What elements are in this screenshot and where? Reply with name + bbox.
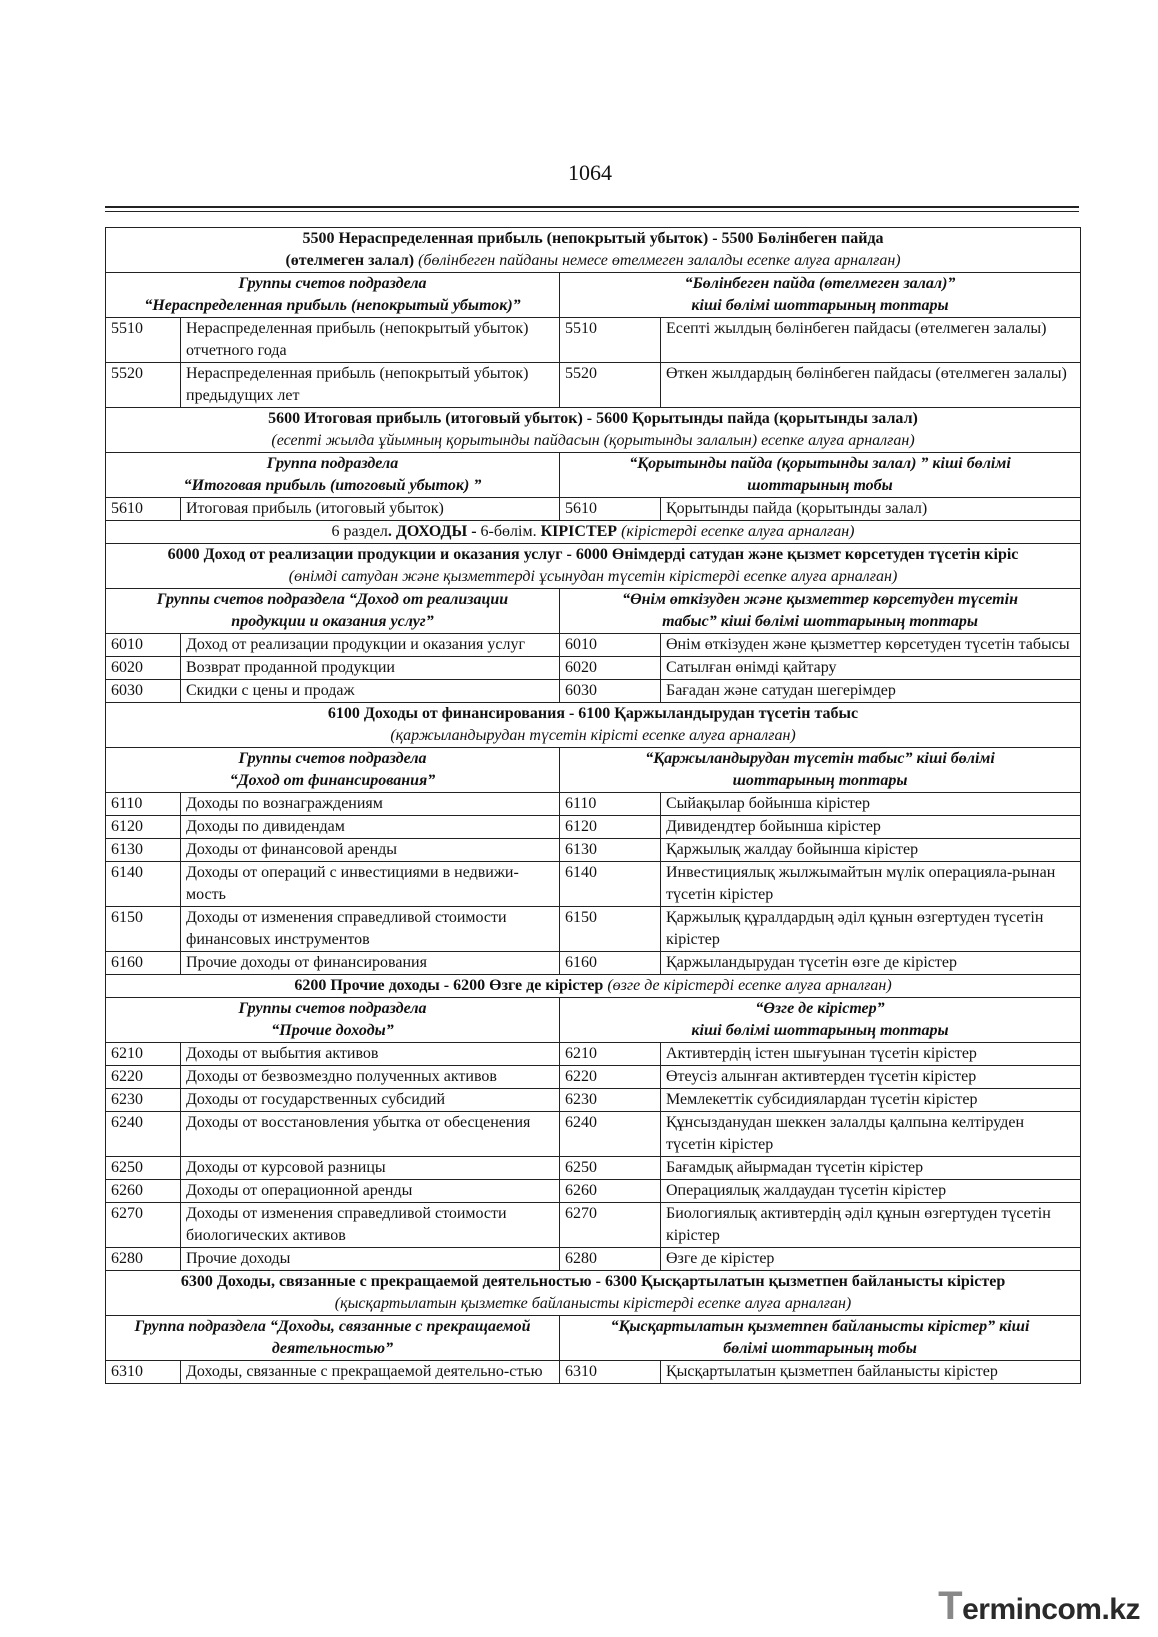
accounts-table: [105, 227, 1081, 1384]
account-code-ru: 6250: [106, 1157, 181, 1180]
account-code-kz: 6140: [560, 862, 661, 907]
group-header-ru: [106, 998, 560, 1043]
account-code-ru: 5520: [106, 363, 181, 408]
section-title-row: [106, 703, 1081, 748]
account-name-ru: Скидки с цены и продаж: [181, 680, 560, 703]
group-header-ru-line: “Прочие доходы”: [271, 1022, 394, 1039]
account-code-ru: 6120: [106, 816, 181, 839]
account-code-ru: 6140: [106, 862, 181, 907]
group-header-kz-line: табыс” кіші бөлімі шоттарының топтары: [662, 613, 978, 630]
account-code-ru: 6130: [106, 839, 181, 862]
account-name-kz: Инвестициялық жылжымайтын мүлік операцияла-рынан түсетін кірістер: [661, 862, 1081, 907]
account-name-kz: Бағамдық айырмадан түсетін кірістер: [661, 1157, 1081, 1180]
group-header-row: [106, 453, 1081, 498]
group-header-row: [106, 1316, 1081, 1361]
account-name-ru: Доходы от выбытия активов: [181, 1043, 560, 1066]
group-header-kz-line: шоттарының тобы: [747, 477, 893, 494]
account-row: [106, 1180, 1081, 1203]
account-name-kz: Бағадан және сатудан шегерімдер: [661, 680, 1081, 703]
account-name-ru: Доходы от восстановления убытка от обесценения: [181, 1112, 560, 1157]
account-name-kz: Өтеусіз алынған активтерден түсетін кірістер: [661, 1066, 1081, 1089]
account-row: [106, 680, 1081, 703]
account-code-kz: 6260: [560, 1180, 661, 1203]
group-header-ru: [106, 748, 560, 793]
account-code-ru: 6240: [106, 1112, 181, 1157]
account-row: [106, 816, 1081, 839]
group-header-ru: [106, 453, 560, 498]
account-name-kz: Есепті жылдың бөлінбеген пайдасы (өтелмеген залалы): [661, 318, 1081, 363]
account-code-kz: 6160: [560, 952, 661, 975]
account-name-ru: Доходы по вознаграждениям: [181, 793, 560, 816]
account-name-kz: Қорытынды пайда (қорытынды залал): [661, 498, 1081, 521]
section-title: [106, 1271, 1081, 1316]
account-name-ru: Доходы от государственных субсидий: [181, 1089, 560, 1112]
section-title-row: [106, 1271, 1081, 1316]
section-title-bold: 6100 Доходы от финансирования - 6100 Қаржыландырудан түсетін табыс: [327, 705, 859, 722]
account-code-ru: 6230: [106, 1089, 181, 1112]
group-header-row: [106, 998, 1081, 1043]
account-name-kz: Сатылған өнімді қайтару: [661, 657, 1081, 680]
account-code-kz: 6020: [560, 657, 661, 680]
group-header-ru-line: Группа подраздела: [266, 455, 399, 472]
group-header-ru-line: “Итоговая прибыль (итоговый убыток) ”: [183, 477, 482, 494]
section-title-bold: 6200 Прочие доходы - 6200 Өзге де кірістер: [294, 977, 604, 994]
account-name-ru: Доходы по дивидендам: [181, 816, 560, 839]
account-code-kz: 6280: [560, 1248, 661, 1271]
account-code-ru: 5610: [106, 498, 181, 521]
group-header-kz-line: кіші бөлімі шоттарының топтары: [691, 297, 949, 314]
section-title: [106, 228, 1081, 273]
account-code-ru: 6030: [106, 680, 181, 703]
group-header-ru-line: Группы счетов подраздела: [238, 750, 427, 767]
account-code-kz: 6210: [560, 1043, 661, 1066]
account-code-ru: 6280: [106, 1248, 181, 1271]
group-header-ru: [106, 273, 560, 318]
account-row: [106, 318, 1081, 363]
part-heading-ru-num: 6 раздел: [331, 523, 388, 540]
account-code-kz: 6220: [560, 1066, 661, 1089]
part-heading-kz: КІРІСТЕР: [540, 523, 618, 540]
group-header-kz: [560, 748, 1081, 793]
section-title-row: [106, 408, 1081, 453]
account-name-ru: Итоговая прибыль (итоговый убыток): [181, 498, 560, 521]
account-code-ru: 6220: [106, 1066, 181, 1089]
group-header-row: [106, 589, 1081, 634]
account-code-ru: 6160: [106, 952, 181, 975]
account-name-kz: Операциялық жалдаудан түсетін кірістер: [661, 1180, 1081, 1203]
group-header-kz-line: кіші бөлімі шоттарының топтары: [691, 1022, 949, 1039]
account-name-kz: Өнім өткізуден және қызметтер көрсетуден түсетін табысы: [661, 634, 1081, 657]
group-header-kz-line: “Өнім өткізуден және қызметтер көрсетуден түсетін: [622, 591, 1018, 608]
account-row: [106, 1089, 1081, 1112]
group-header-kz: [560, 453, 1081, 498]
account-name-kz: Қысқартылатын қызметпен байланысты кірістер: [661, 1361, 1081, 1384]
account-name-ru: Доходы от операционной аренды: [181, 1180, 560, 1203]
account-name-kz: Мемлекеттік субсидиялардан түсетін кірістер: [661, 1089, 1081, 1112]
account-name-ru: Доходы, связанные с прекращаемой деятельно-стью: [181, 1361, 560, 1384]
group-header-kz-line: “Қорытынды пайда (қорытынды залал) ” кіші бөлімі: [629, 455, 1011, 472]
section-title-note: (бөлінбеген пайданы немесе өтелмеген залалды есепке алуға арналған): [414, 252, 901, 269]
account-code-kz: 5610: [560, 498, 661, 521]
group-header-ru-line: Группы счетов подраздела “Доход от реализации: [156, 591, 509, 608]
account-code-kz: 6010: [560, 634, 661, 657]
part-heading-row: [106, 521, 1081, 544]
account-name-kz: Құнсызданудан шеккен залалды қалпына келтіруден түсетін кірістер: [661, 1112, 1081, 1157]
group-header-kz-line: “Қаржыландырудан түсетін табыс” кіші бөлімі: [645, 750, 995, 767]
group-header-ru: [106, 1316, 560, 1361]
account-row: [106, 1248, 1081, 1271]
account-code-kz: 5510: [560, 318, 661, 363]
section-title: [106, 544, 1081, 589]
account-code-kz: 6110: [560, 793, 661, 816]
group-header-row: [106, 748, 1081, 793]
account-name-ru: Доходы от операций с инвестициями в недвижи-мость: [181, 862, 560, 907]
account-name-kz: Қаржылық жалдау бойынша кірістер: [661, 839, 1081, 862]
account-code-kz: 6250: [560, 1157, 661, 1180]
account-code-kz: 6270: [560, 1203, 661, 1248]
group-header-ru-line: “Нераспределенная прибыль (непокрытый убыток)”: [144, 297, 521, 314]
account-code-kz: 6030: [560, 680, 661, 703]
section-title-note: (қысқартылатын қызметке байланысты кірістерді есепке алуға арналған): [334, 1295, 852, 1312]
account-row: [106, 657, 1081, 680]
section-title-note: (өзге де кірістерді есепке алуға арналған): [603, 977, 892, 994]
account-code-ru: 6210: [106, 1043, 181, 1066]
group-header-row: [106, 273, 1081, 318]
group-header-kz: [560, 273, 1081, 318]
account-code-kz: 6130: [560, 839, 661, 862]
group-header-ru-line: деятельностью”: [271, 1340, 394, 1357]
account-code-ru: 6110: [106, 793, 181, 816]
top-rule-thin: [105, 211, 1079, 212]
account-code-ru: 6010: [106, 634, 181, 657]
section-title: [106, 408, 1081, 453]
account-code-kz: 6240: [560, 1112, 661, 1157]
account-name-ru: Доходы от финансовой аренды: [181, 839, 560, 862]
account-row: [106, 952, 1081, 975]
account-row: [106, 1157, 1081, 1180]
account-row: [106, 634, 1081, 657]
section-title-bold: 5600 Итоговая прибыль (итоговый убыток) - 5600 Қорытынды пайда (қорытынды залал): [268, 410, 918, 427]
account-row: [106, 1203, 1081, 1248]
account-code-kz: 6150: [560, 907, 661, 952]
account-code-kz: 6120: [560, 816, 661, 839]
section-title-row: [106, 544, 1081, 589]
account-row: [106, 793, 1081, 816]
section-title: [106, 975, 1081, 998]
section-title-bold: 5500 Нераспределенная прибыль (непокрытый убыток) - 5500 Бөлінбеген пайда: [302, 230, 884, 247]
account-code-kz: 5520: [560, 363, 661, 408]
account-name-ru: Прочие доходы от финансирования: [181, 952, 560, 975]
account-code-ru: 5510: [106, 318, 181, 363]
account-name-kz: Биологиялық активтердің әділ құнын өзгертуден түсетін кірістер: [661, 1203, 1081, 1248]
account-code-kz: 6230: [560, 1089, 661, 1112]
account-name-ru: Возврат проданной продукции: [181, 657, 560, 680]
account-row: [106, 907, 1081, 952]
account-row: [106, 1361, 1081, 1384]
page-number: 1064: [568, 160, 612, 185]
part-heading-note: (кірістерді есепке алуға арналған): [617, 523, 855, 540]
account-name-ru: Доходы от курсовой разницы: [181, 1157, 560, 1180]
group-header-kz: [560, 1316, 1081, 1361]
account-code-ru: 6150: [106, 907, 181, 952]
section-title-note: (қаржыландырудан түсетін кірісті есепке алуға арналған): [390, 727, 796, 744]
account-row: [106, 1043, 1081, 1066]
account-row: [106, 1066, 1081, 1089]
top-rule: [105, 206, 1079, 208]
account-name-ru: Доходы от изменения справедливой стоимости финансовых инструментов: [181, 907, 560, 952]
group-header-ru-line: Группа подраздела “Доходы, связанные с прекращаемой: [134, 1318, 531, 1335]
group-header-kz-line: бөлімі шоттарының тобы: [723, 1340, 917, 1357]
account-name-ru: Доход от реализации продукции и оказания услуг: [181, 634, 560, 657]
group-header-ru-line: Группы счетов подраздела: [238, 1000, 427, 1017]
account-code-ru: 6270: [106, 1203, 181, 1248]
account-code-kz: 6310: [560, 1361, 661, 1384]
section-title-note: (есепті жылда ұйымның қорытынды пайдасын (қорытынды залалын) есепке алуға арналған): [271, 432, 915, 449]
account-name-ru: Прочие доходы: [181, 1248, 560, 1271]
part-heading-kz-num: 6-бөлім.: [480, 523, 541, 540]
part-heading-ru: . ДОХОДЫ -: [387, 523, 481, 540]
group-header-kz: [560, 998, 1081, 1043]
section-title-row: [106, 228, 1081, 273]
section-title-bold: (өтелмеген залал): [285, 252, 415, 269]
group-header-ru-line: “Доход от финансирования”: [229, 772, 436, 789]
account-name-kz: Активтердің істен шығуынан түсетін кірістер: [661, 1043, 1081, 1066]
section-title: [106, 703, 1081, 748]
group-header-kz: [560, 589, 1081, 634]
part-heading: [106, 521, 1081, 544]
account-code-ru: 6260: [106, 1180, 181, 1203]
account-name-ru: Доходы от безвозмездно полученных активов: [181, 1066, 560, 1089]
account-code-ru: 6310: [106, 1361, 181, 1384]
account-name-kz: Қаржылық құралдардың әділ құнын өзгертуден түсетін кірістер: [661, 907, 1081, 952]
account-code-ru: 6020: [106, 657, 181, 680]
section-title-bold: 6000 Доход от реализации продукции и оказания услуг - 6000 Өнімдерді сатудан және қызмет көрсетуден түсетін кіріс: [167, 546, 1019, 563]
account-row: [106, 498, 1081, 521]
section-title-bold: 6300 Доходы, связанные с прекращаемой деятельностью - 6300 Қысқартылатын қызметпен байланысты кірістер: [180, 1273, 1006, 1290]
account-row: [106, 839, 1081, 862]
account-name-ru: Нераспределенная прибыль (непокрытый убыток) предыдущих лет: [181, 363, 560, 408]
account-row: [106, 862, 1081, 907]
group-header-ru-line: Группы счетов подраздела: [238, 275, 427, 292]
account-row: [106, 1112, 1081, 1157]
account-name-kz: Өзге де кірістер: [661, 1248, 1081, 1271]
section-title-row: [106, 975, 1081, 998]
group-header-ru-line: продукции и оказания услуг”: [231, 613, 434, 630]
group-header-kz-line: “Қысқартылатын қызметпен байланысты кірістер” кіші: [610, 1318, 1030, 1335]
group-header-kz-line: “Бөлінбеген пайда (өтелмеген залал)”: [684, 275, 956, 292]
account-name-kz: Қаржыландырудан түсетін өзге де кірістер: [661, 952, 1081, 975]
section-title-note: (өнімді сатудан және қызметтерді ұсынудан түсетін кірістерді есепке алуға арналған): [288, 568, 898, 585]
account-name-ru: Доходы от изменения справедливой стоимости биологических активов: [181, 1203, 560, 1248]
group-header-ru: [106, 589, 560, 634]
account-name-kz: Сыйақылар бойынша кірістер: [661, 793, 1081, 816]
group-header-kz-line: шоттарының топтары: [732, 772, 908, 789]
watermark-logo: Termincоm.kz: [938, 1584, 1140, 1628]
account-name-ru: Нераспределенная прибыль (непокрытый убыток) отчетного года: [181, 318, 560, 363]
group-header-kz-line: “Өзге де кірістер”: [755, 1000, 885, 1017]
account-row: [106, 363, 1081, 408]
account-name-kz: Дивидендтер бойынша кірістер: [661, 816, 1081, 839]
account-name-kz: Өткен жылдардың бөлінбеген пайдасы (өтелмеген залалы): [661, 363, 1081, 408]
